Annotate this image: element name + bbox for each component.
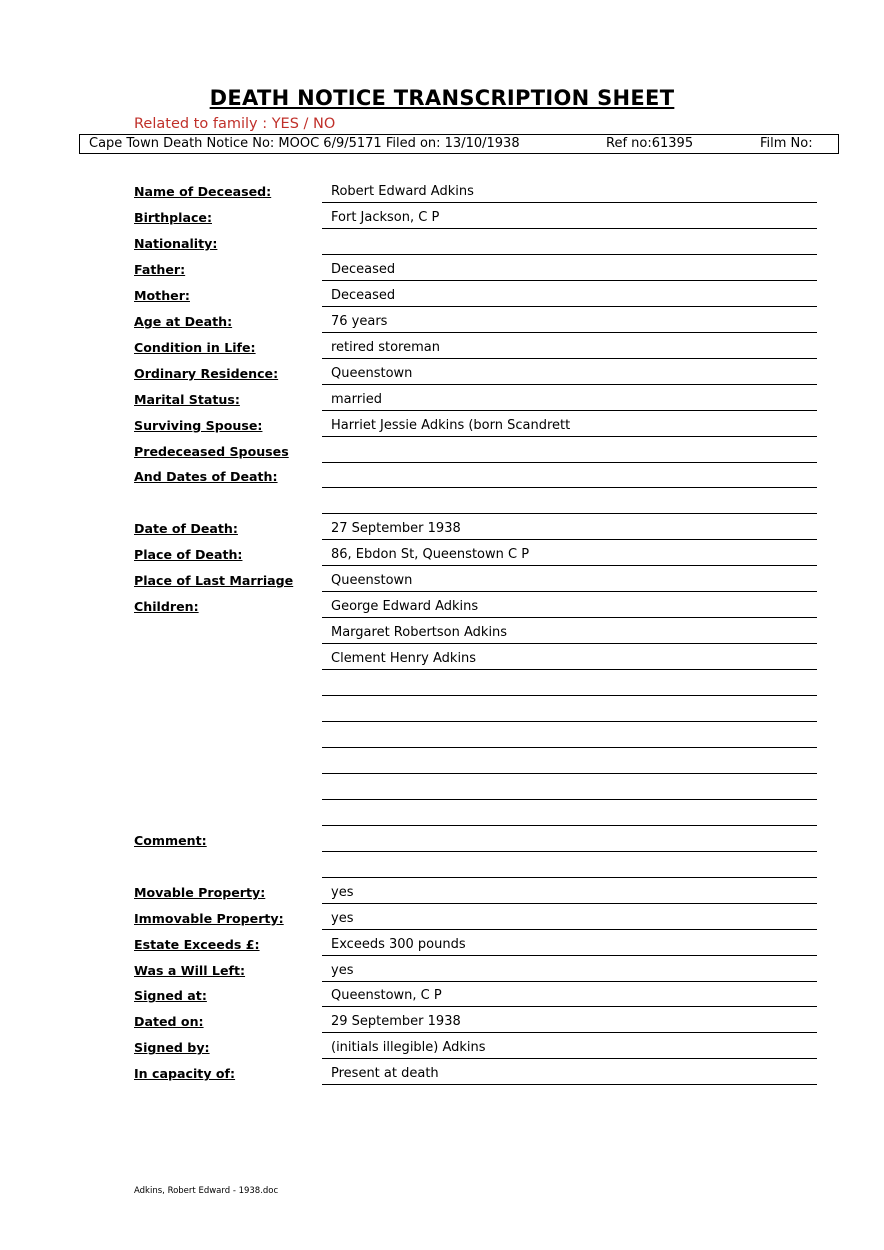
field-underline (322, 384, 817, 385)
field-underline (322, 1058, 817, 1059)
field-value: married (331, 391, 382, 407)
field-label: Father: (134, 261, 186, 277)
field-value: yes (331, 962, 354, 978)
field-underline (322, 747, 817, 748)
footer-filename: Adkins, Robert Edward - 1938.doc (134, 1186, 279, 1196)
field-label: In capacity of: (134, 1066, 236, 1082)
field-underline (322, 773, 817, 774)
field-row (0, 1035, 884, 1061)
field-value: Present at death (331, 1066, 439, 1082)
field-row (0, 724, 884, 750)
field-underline (322, 643, 817, 644)
field-row (0, 439, 884, 465)
field-value: Exceeds 300 pounds (331, 936, 466, 952)
field-label: Predeceased Spouses (134, 443, 289, 459)
field-row (0, 309, 884, 335)
field-underline (322, 955, 817, 956)
field-label: Marital Status: (134, 391, 240, 407)
field-label: Nationality: (134, 235, 218, 251)
field-underline (322, 903, 817, 904)
field-row (0, 205, 884, 231)
field-row (0, 646, 884, 672)
field-label: Birthplace: (134, 209, 212, 225)
field-underline (322, 254, 817, 255)
field-underline (322, 1084, 817, 1085)
field-underline (322, 695, 817, 696)
page-title: DEATH NOTICE TRANSCRIPTION SHEET (209, 86, 675, 110)
field-row (0, 335, 884, 361)
field-value: Queenstown (331, 365, 413, 381)
field-label: Signed at: (134, 988, 207, 1004)
field-row (0, 932, 884, 958)
field-label: Children: (134, 599, 199, 615)
field-value: Robert Edward Adkins (331, 184, 474, 199)
field-value: (initials illegible) Adkins (331, 1040, 486, 1056)
field-row (0, 1009, 884, 1035)
field-row (0, 568, 884, 594)
field-row (0, 776, 884, 802)
field-row (0, 594, 884, 620)
field-label: Was a Will Left: (134, 962, 246, 978)
field-underline (322, 565, 817, 566)
field-underline (322, 513, 817, 514)
field-row (0, 958, 884, 984)
field-underline (322, 617, 817, 618)
field-value: Deceased (331, 287, 396, 303)
field-label: Place of Last Marriage (134, 573, 294, 589)
field-underline (322, 799, 817, 800)
field-underline (322, 280, 817, 281)
field-value: yes (331, 910, 354, 926)
field-value: retired storeman (331, 339, 440, 355)
field-label: Place of Death: (134, 547, 243, 563)
field-row (0, 464, 884, 490)
field-value: yes (331, 884, 354, 900)
field-label: Estate Exceeds £: (134, 936, 260, 952)
field-underline (322, 877, 817, 878)
field-row (0, 516, 884, 542)
field-label: Dated on: (134, 1014, 204, 1030)
field-row (0, 387, 884, 413)
field-underline (322, 306, 817, 307)
notice-header-box (79, 134, 839, 154)
field-row (0, 179, 884, 205)
field-row (0, 802, 884, 828)
field-label: Condition in Life: (134, 339, 256, 355)
notice-number: Cape Town Death Notice No: MOOC 6/9/5171 Filed on: 13/10/1938 (89, 136, 520, 151)
field-underline (322, 487, 817, 488)
field-label: Immovable Property: (134, 910, 284, 926)
field-row (0, 490, 884, 516)
field-value: Margaret Robertson Adkins (331, 625, 508, 641)
field-underline (322, 1006, 817, 1007)
field-underline (322, 436, 817, 437)
field-underline (322, 358, 817, 359)
field-value: 76 years (331, 313, 388, 329)
field-underline (322, 851, 817, 852)
field-label: Movable Property: (134, 884, 266, 900)
field-row (0, 983, 884, 1009)
field-underline (322, 721, 817, 722)
field-underline (322, 1032, 817, 1033)
field-row (0, 542, 884, 568)
field-row (0, 854, 884, 880)
field-underline (322, 228, 817, 229)
ref-number: Ref no:61395 (606, 136, 694, 151)
field-underline (322, 929, 817, 930)
field-underline (322, 202, 817, 203)
field-label: And Dates of Death: (134, 469, 278, 485)
field-row (0, 880, 884, 906)
field-value: 27 September 1938 (331, 521, 461, 537)
field-row (0, 361, 884, 387)
field-label: Age at Death: (134, 313, 233, 329)
field-underline (322, 410, 817, 411)
field-row (0, 413, 884, 439)
field-label: Comment: (134, 832, 207, 848)
field-row (0, 283, 884, 309)
field-value: 29 September 1938 (331, 1014, 461, 1030)
field-value: George Edward Adkins (331, 599, 479, 615)
field-row (0, 620, 884, 646)
field-label: Signed by: (134, 1040, 210, 1056)
field-label: Mother: (134, 287, 190, 303)
field-label: Ordinary Residence: (134, 365, 279, 381)
field-value: Queenstown, C P (331, 988, 442, 1004)
field-row (0, 828, 884, 854)
field-underline (322, 825, 817, 826)
field-underline (322, 462, 817, 463)
field-label: Name of Deceased: (134, 184, 272, 199)
field-row (0, 698, 884, 724)
field-underline (322, 539, 817, 540)
field-value: Harriet Jessie Adkins (born Scandrett (331, 417, 571, 433)
field-underline (322, 669, 817, 670)
field-label: Date of Death: (134, 521, 238, 537)
field-underline (322, 591, 817, 592)
film-number: Film No: (760, 136, 813, 151)
field-row (0, 906, 884, 932)
field-value: Queenstown (331, 573, 413, 589)
field-row (0, 231, 884, 257)
field-value: 86, Ebdon St, Queenstown C P (331, 547, 530, 563)
field-label: Surviving Spouse: (134, 417, 263, 433)
field-underline (322, 981, 817, 982)
field-value: Fort Jackson, C P (331, 209, 440, 225)
field-row (0, 257, 884, 283)
field-value: Clement Henry Adkins (331, 651, 477, 667)
field-underline (322, 332, 817, 333)
related-to-family: Related to family : YES / NO (134, 116, 336, 132)
field-row (0, 1061, 884, 1087)
field-row (0, 672, 884, 698)
field-row (0, 750, 884, 776)
field-value: Deceased (331, 261, 396, 277)
